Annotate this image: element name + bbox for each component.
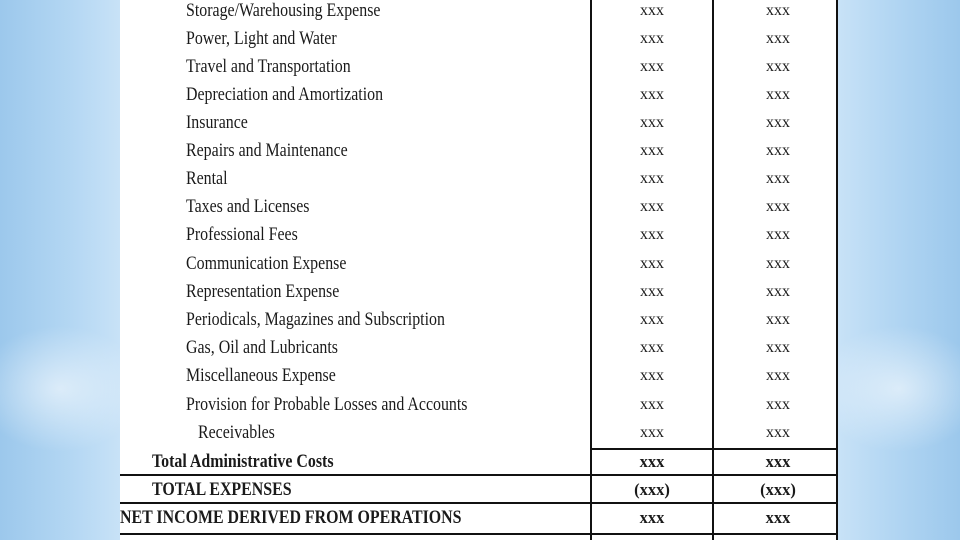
row-value-col2: xxx <box>766 2 790 19</box>
expense-row-periodicals <box>120 306 838 334</box>
row-value-col1: xxx <box>640 311 664 328</box>
row-label: Taxes and Licenses <box>186 197 310 217</box>
expense-row-rental <box>120 165 838 193</box>
row-value-col2: xxx <box>766 142 790 159</box>
net-income-col1: xxx <box>639 508 665 527</box>
row-value-col1: xxx <box>640 142 664 159</box>
net-income-row <box>120 504 838 532</box>
row-value-col1: xxx <box>640 255 664 272</box>
total-administrative-costs-row <box>120 448 838 476</box>
expense-row-gas-oil <box>120 334 838 362</box>
row-label: Miscellaneous Expense <box>186 366 336 386</box>
expense-row-taxes <box>120 193 838 221</box>
expense-row-receivables <box>120 419 838 447</box>
row-label: Professional Fees <box>186 225 298 245</box>
net-income-rule <box>120 533 838 535</box>
row-value-col2: xxx <box>766 198 790 215</box>
total-administrative-costs-col1: xxx <box>639 452 665 471</box>
net-income-col2: xxx <box>765 508 791 527</box>
row-value-col1: xxx <box>640 30 664 47</box>
row-label: Repairs and Maintenance <box>186 141 348 161</box>
row-value-col2: xxx <box>766 226 790 243</box>
row-value-col2: xxx <box>766 30 790 47</box>
row-value-col1: xxx <box>640 367 664 384</box>
row-label: Rental <box>186 169 228 189</box>
total-administrative-costs-col2: xxx <box>765 452 791 471</box>
total-expenses-col2: (xxx) <box>760 480 796 499</box>
expense-row-provision <box>120 391 838 419</box>
row-value-col2: xxx <box>766 86 790 103</box>
row-value-col1: xxx <box>640 114 664 131</box>
background-left-panel <box>0 0 120 540</box>
expense-statement-sheet <box>120 0 838 540</box>
expense-row-miscellaneous <box>120 362 838 390</box>
expense-row-representation <box>120 278 838 306</box>
row-label: Storage/Warehousing Expense <box>186 1 381 21</box>
row-value-col1: xxx <box>640 2 664 19</box>
row-label: Communication Expense <box>186 254 347 274</box>
row-value-col1: xxx <box>640 226 664 243</box>
expense-row-storage <box>120 0 838 25</box>
row-label: Receivables <box>198 423 275 443</box>
row-value-col2: xxx <box>766 311 790 328</box>
row-label: Periodicals, Magazines and Subscription <box>186 310 445 330</box>
total-expenses-row <box>120 476 838 504</box>
net-income-label: NET INCOME DERIVED FROM OPERATIONS <box>120 508 462 528</box>
row-value-col1: xxx <box>640 396 664 413</box>
background-right-panel <box>838 0 960 540</box>
row-value-col1: xxx <box>640 58 664 75</box>
expense-row-communication <box>120 250 838 278</box>
row-value-col1: xxx <box>640 198 664 215</box>
total-administrative-costs-label: Total Administrative Costs <box>152 452 334 472</box>
row-label: Insurance <box>186 113 248 133</box>
row-value-col2: xxx <box>766 396 790 413</box>
expense-row-professional-fees <box>120 221 838 249</box>
row-value-col1: xxx <box>640 283 664 300</box>
row-value-col2: xxx <box>766 367 790 384</box>
row-value-col2: xxx <box>766 424 790 441</box>
row-label: Depreciation and Amortization <box>186 85 384 105</box>
expense-row-insurance <box>120 109 838 137</box>
expense-row-power <box>120 25 838 53</box>
row-value-col2: xxx <box>766 58 790 75</box>
row-value-col2: xxx <box>766 170 790 187</box>
row-value-col2: xxx <box>766 283 790 300</box>
expense-row-depreciation <box>120 81 838 109</box>
row-value-col1: xxx <box>640 86 664 103</box>
row-value-col2: xxx <box>766 114 790 131</box>
row-value-col1: xxx <box>640 424 664 441</box>
row-value-col2: xxx <box>766 255 790 272</box>
total-expenses-col1: (xxx) <box>634 480 670 499</box>
row-label: Gas, Oil and Lubricants <box>186 338 339 358</box>
total-expenses-label: TOTAL EXPENSES <box>152 480 292 500</box>
row-value-col2: xxx <box>766 339 790 356</box>
expense-row-repairs <box>120 137 838 165</box>
row-value-col1: xxx <box>640 339 664 356</box>
row-value-col1: xxx <box>640 170 664 187</box>
row-label: Power, Light and Water <box>186 29 337 49</box>
row-label: Representation Expense <box>186 282 340 302</box>
expense-row-travel <box>120 53 838 81</box>
row-label: Provision for Probable Losses and Accounts <box>186 395 468 415</box>
row-label: Travel and Transportation <box>186 57 351 77</box>
